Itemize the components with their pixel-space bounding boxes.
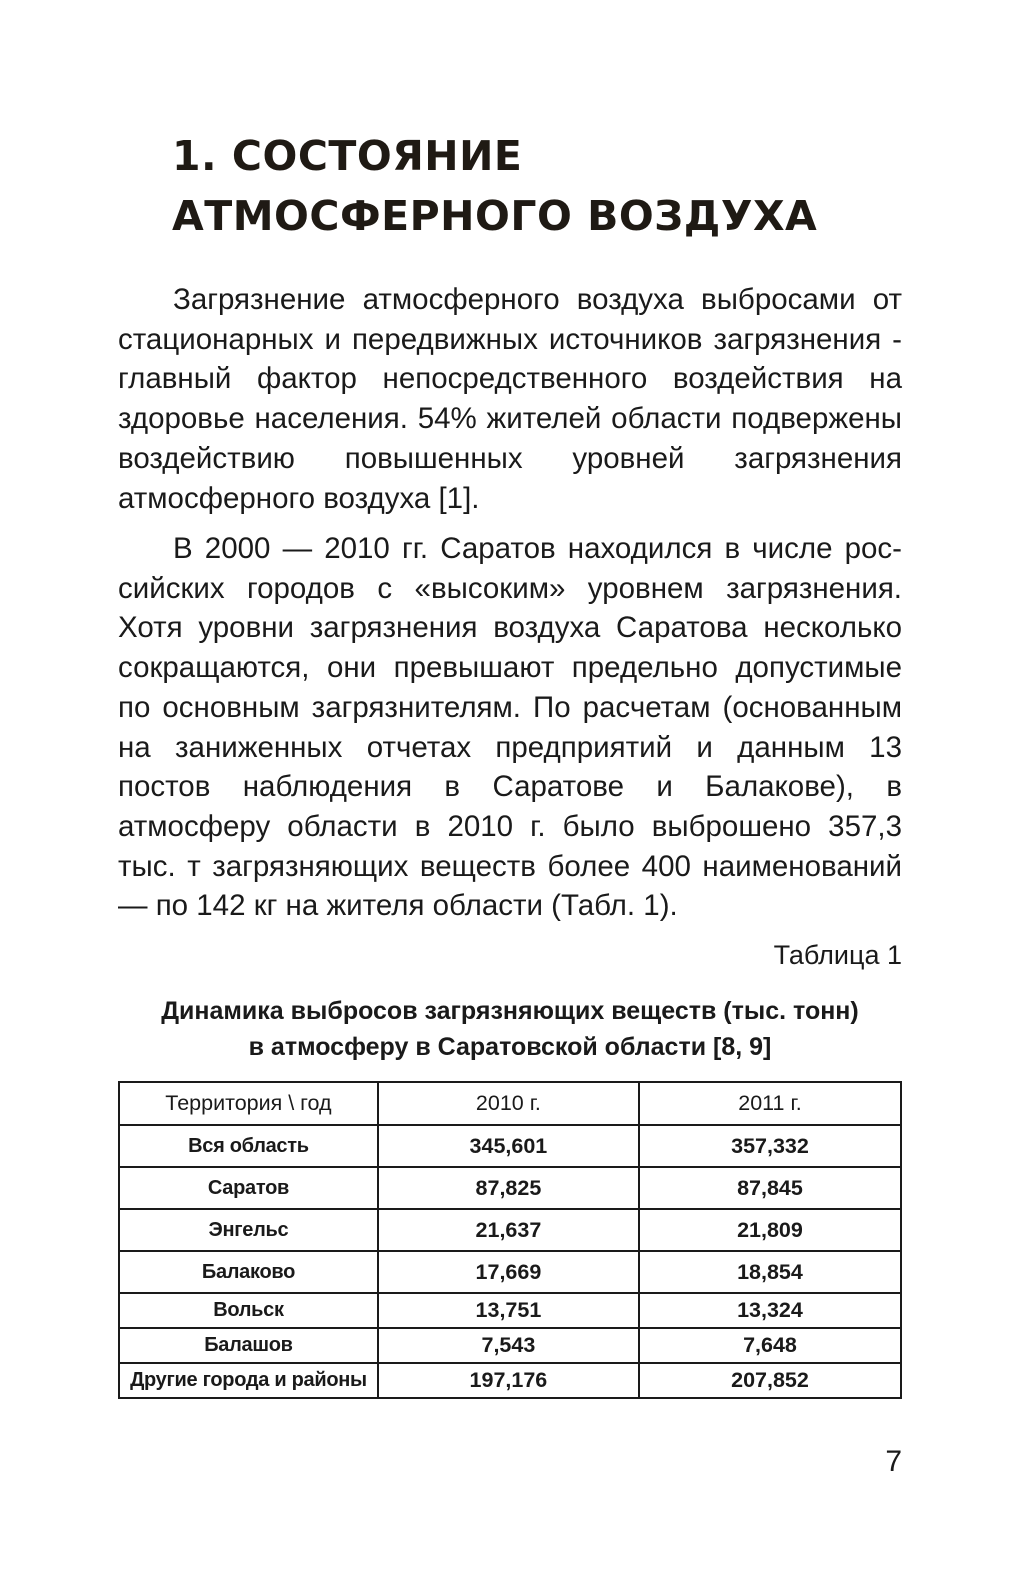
table-number-label: Таблица 1 xyxy=(773,940,902,970)
header-2010: 2010 г. xyxy=(378,1082,639,1125)
value-2010-cell: 197,176 xyxy=(378,1363,639,1398)
value-2010-cell: 87,825 xyxy=(378,1167,639,1209)
value-2011-cell: 21,809 xyxy=(639,1209,901,1251)
table-title xyxy=(118,993,902,1065)
table-row xyxy=(119,1209,901,1251)
header-territory-year: Территория \ год xyxy=(119,1082,378,1125)
value-2010-cell: 345,601 xyxy=(378,1125,639,1167)
emissions-table xyxy=(118,1081,902,1399)
section-heading-line-2: АТМОСФЕРНОГО ВОЗДУХА xyxy=(172,192,818,240)
value-2010-cell: 17,669 xyxy=(378,1251,639,1293)
territory-cell: Другие города и районы xyxy=(119,1363,378,1398)
territory-cell: Балаково xyxy=(119,1251,378,1293)
table-row xyxy=(119,1328,901,1363)
territory-cell: Вся область xyxy=(119,1125,378,1167)
value-2011-cell: 7,648 xyxy=(639,1328,901,1363)
table-title-line-2: в атмосферу в Саратовской области [8, 9] xyxy=(248,1033,772,1061)
table-row xyxy=(119,1293,901,1328)
value-2011-cell: 18,854 xyxy=(639,1251,901,1293)
table-row xyxy=(119,1167,901,1209)
table-row xyxy=(119,1251,901,1293)
header-2011: 2011 г. xyxy=(639,1082,901,1125)
table-row xyxy=(119,1125,901,1167)
paragraph-1: Загрязнение атмосферного воздуха выбросами от стационарных и передвижных источников загрязнения - главный фактор непосредственного воздействия на здоровье населения. 54% жителей области подвержены воздействию повышенных уровней загрязнения атмосферного воздуха [1]. xyxy=(118,283,902,515)
value-2010-cell: 13,751 xyxy=(378,1293,639,1328)
value-2011-cell: 357,332 xyxy=(639,1125,901,1167)
territory-cell: Саратов xyxy=(119,1167,378,1209)
value-2011-cell: 13,324 xyxy=(639,1293,901,1328)
value-2011-cell: 87,845 xyxy=(639,1167,901,1209)
section-heading-line-1: 1. СОСТОЯНИЕ xyxy=(172,132,523,180)
value-2010-cell: 21,637 xyxy=(378,1209,639,1251)
table-row xyxy=(119,1363,901,1398)
paragraph-2: В 2000 — 2010 гг. Саратов находился в числе российских городов с «высоким» уровнем загрязнения. Хотя уровни загрязнения воздуха Саратова несколько сокращаются, они превышают предельно допустимые по основным загрязнителям. По расчетам (основанным на заниженных отчетах предприятий и данным 13 постов наблюдения в Саратове и Балакове), в атмосферу области в 2010 г. было выброшено 357,3 тыс. т загрязняющих веществ более 400 наименований — по 142 кг на жителя области (Табл. 1). xyxy=(118,532,902,923)
territory-cell: Балашов xyxy=(119,1328,378,1363)
section-heading xyxy=(172,126,932,246)
territory-cell: Энгельс xyxy=(119,1209,378,1251)
table-header-row xyxy=(119,1082,901,1125)
page-number: 7 xyxy=(885,1445,902,1478)
territory-cell: Вольск xyxy=(119,1293,378,1328)
value-2011-cell: 207,852 xyxy=(639,1363,901,1398)
table-title-line-1: Динамика выбросов загрязняющих веществ (тыс. тонн) xyxy=(161,997,859,1025)
value-2010-cell: 7,543 xyxy=(378,1328,639,1363)
